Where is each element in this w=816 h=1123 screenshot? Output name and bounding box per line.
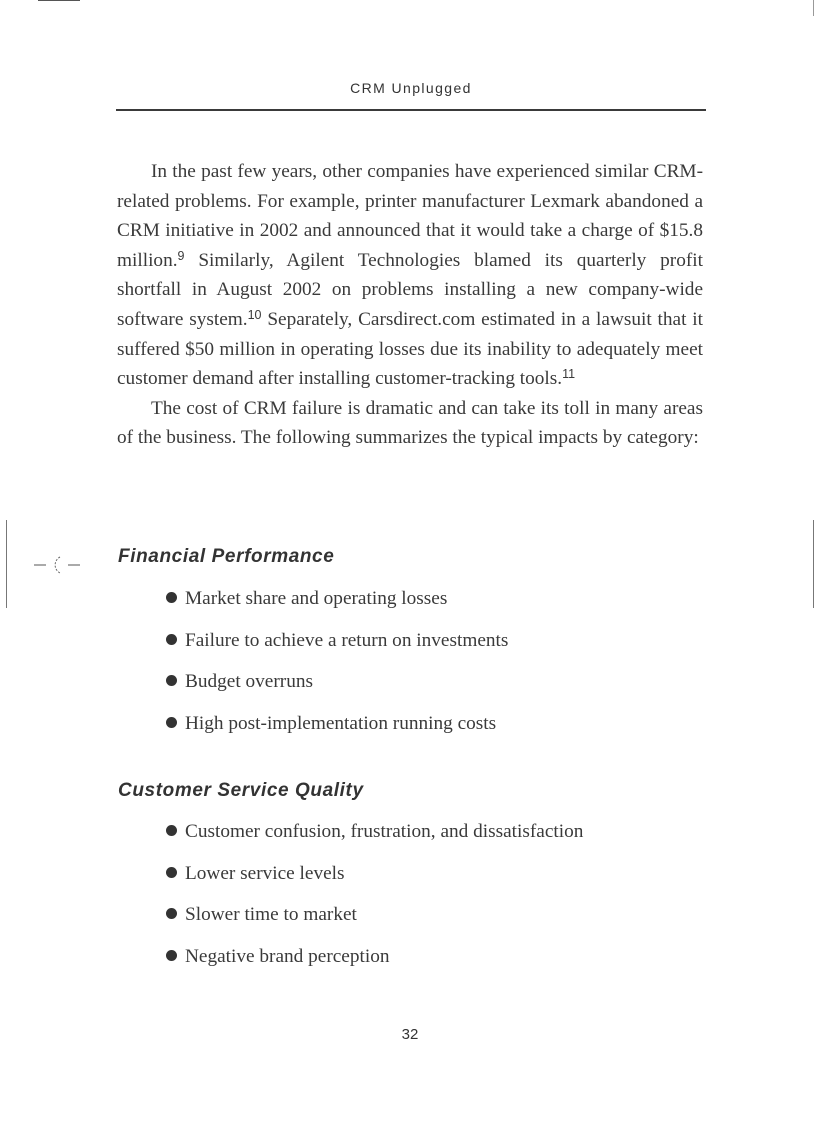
crop-mark-top — [38, 0, 80, 1]
bullet-icon — [166, 634, 177, 645]
running-head: CRM Unplugged — [350, 80, 472, 96]
footnote-ref-11[interactable]: 11 — [562, 367, 576, 382]
list-item — [166, 863, 583, 905]
section-title-financial-performance: Financial Performance — [118, 546, 335, 567]
list-item-text: High post-implementation running costs — [185, 713, 497, 735]
list-item — [166, 630, 508, 672]
list-item — [166, 588, 508, 630]
crop-mark-top-right — [813, 0, 814, 16]
list-item-text: Failure to achieve a return on investments — [185, 629, 509, 651]
list-item-text: Budget overruns — [185, 671, 313, 693]
bullet-icon — [166, 675, 177, 686]
footnote-ref-10[interactable]: 10 — [247, 307, 262, 322]
paragraph-1 — [117, 157, 703, 394]
page-number: 32 — [401, 1026, 419, 1043]
paragraph-2: The cost of CRM failure is dramatic and can take its toll in many areas of the business. The following summarizes the typical impacts by category: — [117, 397, 703, 449]
list-item-text: Market share and operating losses — [185, 588, 448, 609]
list-item-text: Customer confusion, frustration, and dissatisfaction — [185, 821, 584, 842]
bullet-icon — [166, 825, 177, 836]
list-item — [166, 821, 583, 863]
list-item — [166, 671, 508, 713]
bullet-icon — [166, 867, 177, 878]
p1-text-1: In the past few years, other companies have experienced similar CRM-related problems. For example, printer manufacturer Lexmark abandoned a CRM initiative in 2002 and announced that it would take a charge of $15.8 million. — [117, 161, 703, 271]
bullet-icon — [166, 717, 177, 728]
bullet-icon — [166, 592, 177, 603]
p1-text-3: Separately, Carsdirect.com estimated in a lawsuit that it suffered $50 million in operating losses due its inability to adequately meet customer demand after installing customer-tracking tools. — [117, 308, 703, 390]
financial-performance-list — [166, 588, 508, 755]
footnote-ref-9[interactable]: 9 — [177, 248, 185, 263]
p1-text-2: Similarly, Agilent Technologies blamed its quarterly profit shortfall in August 2002 on problems installing a new company-wide software system. — [117, 249, 703, 330]
bullet-icon — [166, 908, 177, 919]
registration-mark-icon — [34, 553, 82, 577]
crop-mark-right — [813, 520, 814, 608]
list-item-text: Negative brand perception — [185, 946, 390, 968]
crop-mark-left — [6, 520, 7, 608]
list-item — [166, 904, 583, 946]
list-item-text: Slower time to market — [185, 904, 357, 926]
list-item — [166, 946, 583, 988]
bullet-icon — [166, 950, 177, 961]
customer-service-quality-list — [166, 821, 583, 988]
body-text — [117, 157, 703, 453]
header-rule — [116, 109, 706, 111]
list-item — [166, 713, 508, 755]
list-item-text: Lower service levels — [185, 862, 345, 884]
section-title-customer-service-quality: Customer Service Quality — [118, 780, 364, 801]
